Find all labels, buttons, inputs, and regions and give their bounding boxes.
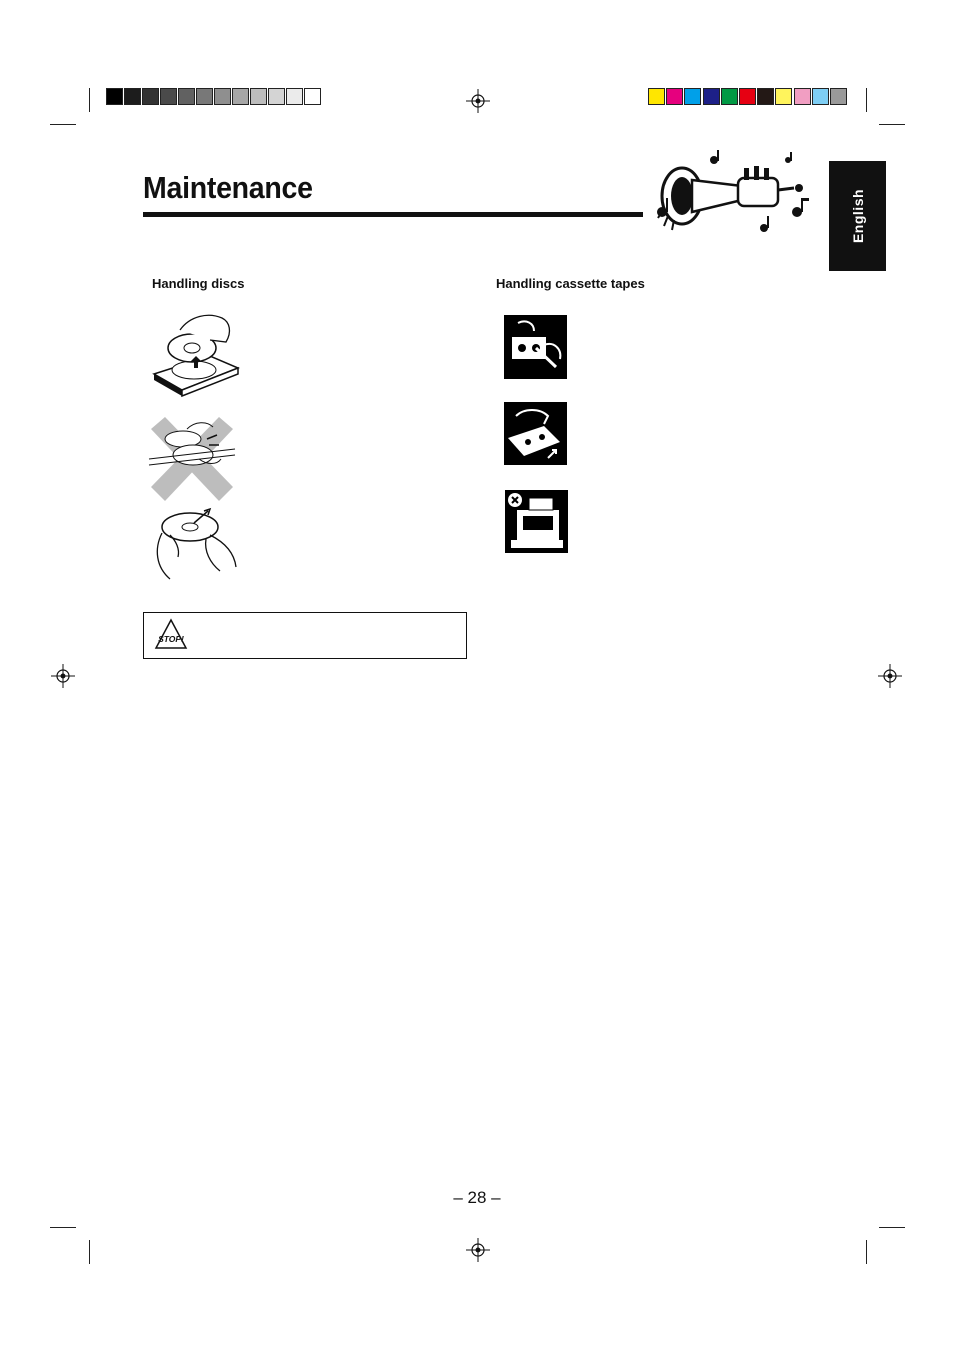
- color-swatch: [721, 88, 738, 105]
- color-swatch: [739, 88, 756, 105]
- color-swatch: [666, 88, 683, 105]
- color-swatch: [775, 88, 792, 105]
- color-swatch: [684, 88, 701, 105]
- color-swatch: [648, 88, 665, 105]
- color-swatch: [757, 88, 774, 105]
- color-swatch: [703, 88, 720, 105]
- gray-swatch: [268, 88, 285, 105]
- trumpet-with-music-notes-icon: [652, 150, 814, 236]
- gray-swatch: [106, 88, 123, 105]
- registration-target-icon: [878, 664, 902, 688]
- gray-swatch: [142, 88, 159, 105]
- disc-tray-insert-icon: [150, 310, 240, 398]
- gray-swatch: [196, 88, 213, 105]
- disc-hold-by-edge-icon: [150, 505, 242, 587]
- registration-target-icon: [466, 1238, 490, 1262]
- page-number: – 28 –: [453, 1188, 501, 1207]
- stop-icon-text: STOP!: [158, 634, 184, 644]
- color-swatch: [812, 88, 829, 105]
- gray-swatch: [124, 88, 141, 105]
- page-title: Maintenance: [143, 170, 313, 205]
- disc-wrong-handling-crossed-icon: [147, 415, 237, 503]
- cassette-tighten-tape-icon: [504, 315, 567, 379]
- gray-swatch: [178, 88, 195, 105]
- gray-swatch: [214, 88, 231, 105]
- color-swatch: [794, 88, 811, 105]
- registration-target-icon: [51, 664, 75, 688]
- language-tab-label: English: [849, 188, 866, 244]
- title-rule: [143, 212, 643, 217]
- stop-warning-icon: [154, 618, 188, 652]
- cassette-player-warning-icon: [505, 490, 568, 553]
- registration-target-icon: [466, 89, 490, 113]
- cassette-tab-icon: [504, 402, 567, 465]
- heading-handling-cassette-tapes: Handling cassette tapes: [496, 276, 645, 291]
- heading-handling-discs: Handling discs: [152, 276, 245, 291]
- stop-warning-box: [143, 612, 467, 659]
- language-tab: [829, 161, 886, 271]
- gray-swatch: [232, 88, 249, 105]
- gray-swatch: [304, 88, 321, 105]
- gray-swatch: [160, 88, 177, 105]
- gray-swatch: [250, 88, 267, 105]
- gray-swatch: [286, 88, 303, 105]
- color-swatch: [830, 88, 847, 105]
